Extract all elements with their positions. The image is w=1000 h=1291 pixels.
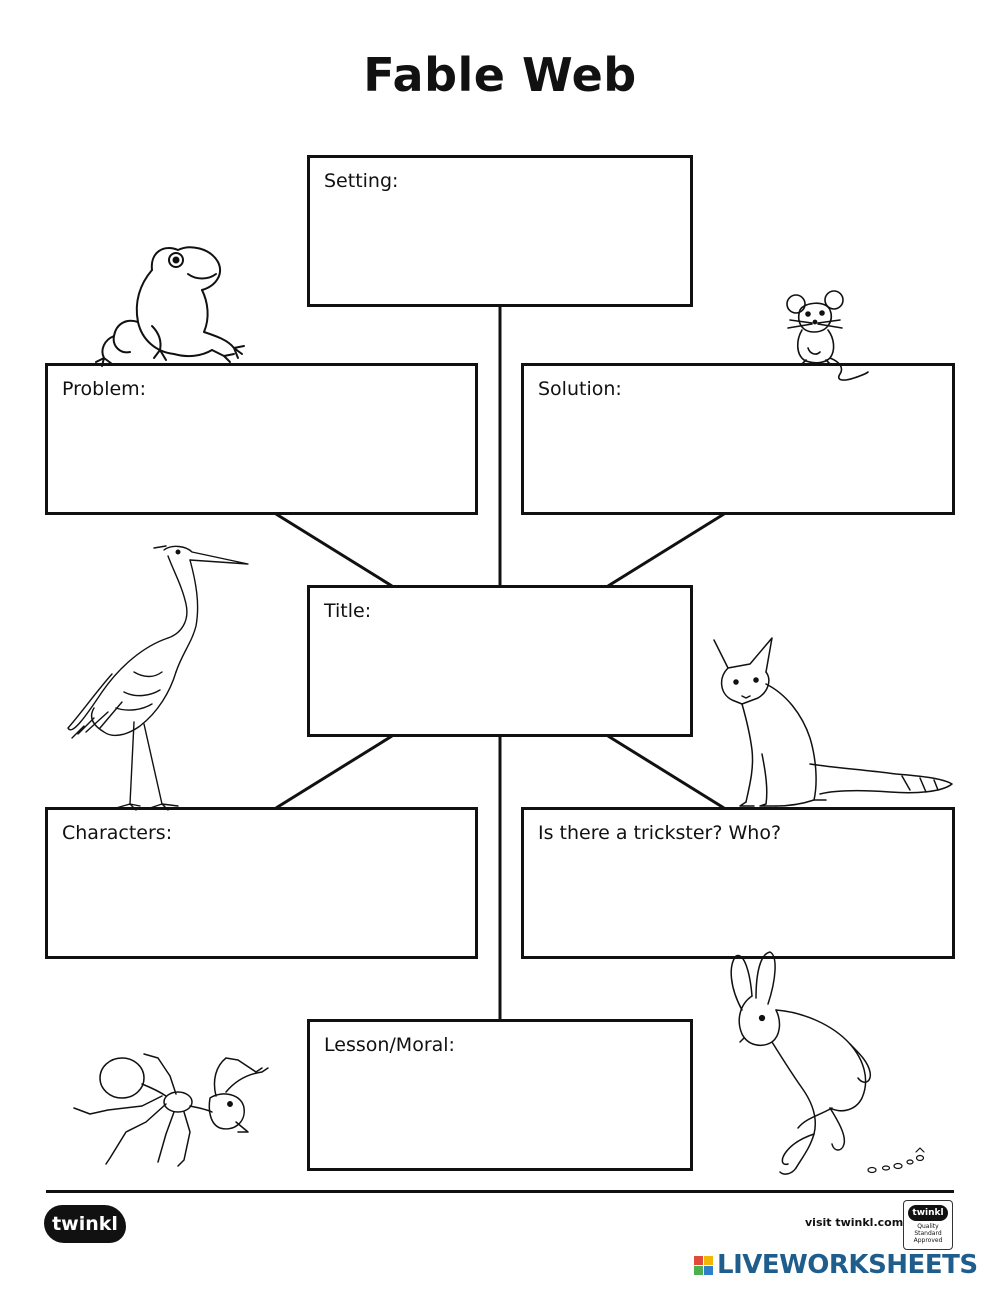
liveworksheets-brand (694, 1250, 978, 1280)
liveworksheets-text: LIVEWORKSHEETS (717, 1250, 978, 1280)
connector-solution-title (608, 514, 724, 586)
problem-box[interactable] (45, 363, 478, 515)
twinkl-logo: twinkl (44, 1205, 126, 1243)
trickster-box[interactable] (521, 807, 955, 959)
solution-label: Solution: (538, 378, 622, 400)
lesson-label: Lesson/Moral: (324, 1034, 455, 1056)
page-title: Fable Web (363, 48, 637, 102)
ant-icon (66, 1048, 276, 1170)
problem-label: Problem: (62, 378, 147, 400)
mouse-icon (782, 288, 872, 386)
footer-rule (46, 1190, 954, 1193)
quality-badge (903, 1200, 953, 1250)
fox-icon (706, 634, 956, 814)
visit-link[interactable]: visit twinkl.com (805, 1216, 904, 1229)
characters-label: Characters: (62, 822, 173, 844)
setting-label: Setting: (324, 170, 399, 192)
trickster-label: Is there a trickster? Who? (538, 822, 782, 844)
title-label: Title: (324, 600, 372, 622)
hare-icon (722, 948, 932, 1178)
connector-problem-title (276, 514, 392, 586)
frog-icon (92, 240, 257, 370)
heron-icon (64, 542, 254, 812)
connector-title-characters (276, 736, 392, 808)
liveworksheets-logo-icon (694, 1256, 713, 1275)
solution-box[interactable] (521, 363, 955, 515)
badge-logo: twinkl (908, 1205, 948, 1221)
setting-box[interactable] (307, 155, 693, 307)
lesson-box[interactable] (307, 1019, 693, 1171)
characters-box[interactable] (45, 807, 478, 959)
title-box[interactable] (307, 585, 693, 737)
badge-text: Quality Standard Approved (913, 1223, 943, 1244)
